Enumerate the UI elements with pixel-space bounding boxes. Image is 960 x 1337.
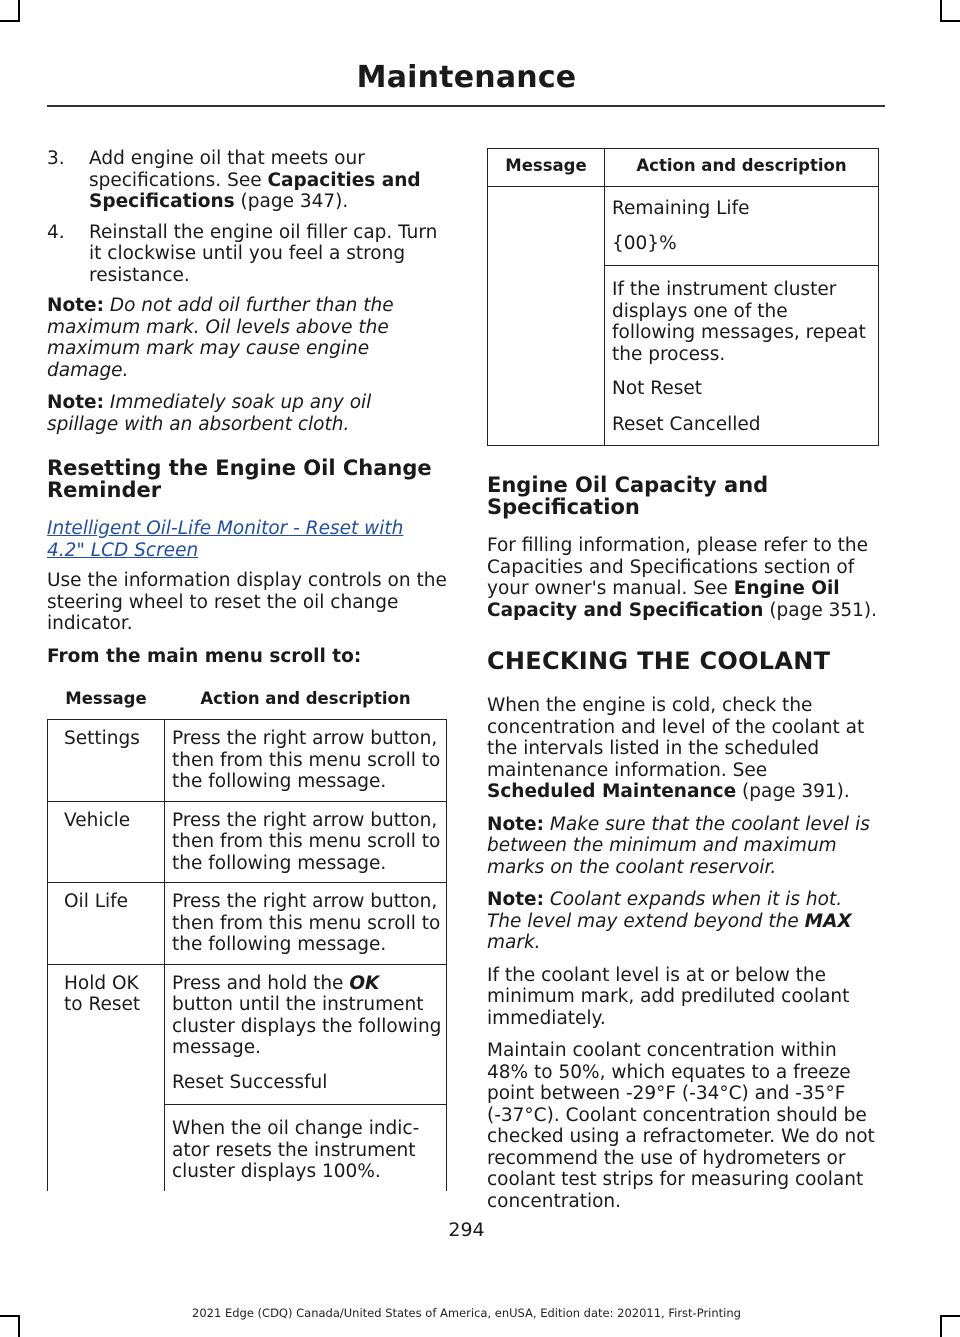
section-heading: Engine Oil Capacity and Specification: [487, 473, 769, 519]
crop-mark: [940, 0, 942, 22]
message-cell: Oil Life: [48, 883, 165, 965]
step-text: Reinstall the engine oil filler cap. Turn it clockwise until you feel a strong resistance.: [89, 221, 438, 286]
message-cell: Settings: [48, 720, 165, 802]
table-row: [48, 801, 447, 883]
crop-mark: [18, 0, 20, 22]
action-cell: Press the right arrow button, then from this menu scroll to the following message.: [165, 883, 447, 965]
sub-row: If the instrument cluster displays one of the following messages, repeat the process. Not Reset Reset Cancelled: [605, 265, 878, 435]
note: Note: Do not add oil further than the maximum mark. Oil levels above the maximum mark may cause engine damage.: [47, 295, 394, 381]
crop-mark: [0, 20, 20, 22]
ok-button-label: OK: [349, 972, 380, 994]
page-number: 294: [448, 1219, 485, 1241]
reset-steps-table: [47, 682, 447, 1191]
coolant-concentration-paragraph: Maintain coolant concentration within 48% to 50%, which equates to a freeze point between -29°F (-34°C) and -35°F (-37°C). Coolant concentration should be checked using a refractometer. We do not recommend the use of hydrometers or coolant test strips for measuring coolant concentration.: [487, 1040, 875, 1212]
display-message: Not Reset: [612, 378, 702, 399]
step-number: 4.: [47, 221, 65, 243]
table-row: [48, 720, 447, 802]
action-cell: [605, 187, 879, 446]
message-cell: Hold OK to Reset: [48, 964, 165, 1191]
step-3: [47, 148, 447, 213]
coolant-paragraph: When the engine is cold, check the concentration and level of the coolant at the intervals listed in the scheduled maintenance information. See Scheduled Maintenance (page 391).: [487, 695, 865, 802]
cross-reference[interactable]: Capacities and Specifications: [89, 169, 421, 212]
note: Note: Make sure that the coolant level is between the minimum and maximum marks on the coolant reservoir.: [487, 813, 870, 878]
table-row: [488, 187, 879, 446]
column-header-message: Message: [488, 149, 605, 187]
note: Note: Coolant expands when it is hot. The level may extend beyond the MAX mark.: [487, 889, 852, 953]
page-title: Maintenance: [356, 60, 577, 95]
display-message: Reset Cancelled: [612, 413, 761, 435]
topic-link[interactable]: Intelligent Oil-Life Monitor - Reset with 4.2" LCD Screen: [47, 518, 404, 561]
action-cell: Press the right arrow button, then from this menu scroll to the following message.: [165, 720, 447, 802]
capacity-paragraph: For filling information, please refer to the Capacities and Specifications section of your owner's manual. See Engine Oil Capacity and Specification (page 351).: [487, 535, 878, 621]
column-header-message: Message: [48, 682, 165, 720]
action-cell: Press the right arrow button, then from this menu scroll to the following message.: [165, 801, 447, 883]
table-row: [48, 883, 447, 965]
step-number: 3.: [47, 148, 65, 169]
left-column: [47, 148, 447, 1191]
display-value: {00}%: [612, 232, 677, 254]
section-heading: Resetting the Engine Oil Change Reminder: [47, 456, 432, 502]
cross-reference[interactable]: Engine Oil Capacity and Specification: [487, 578, 840, 621]
edition-footer: 2021 Edge (CDQ) Canada/United States of America, enUSA, Edition date: 202011, First-Printing: [192, 1306, 741, 1320]
reset-steps-table-continued: [487, 148, 879, 446]
chapter-heading: CHECKING THE COOLANT: [487, 647, 831, 675]
crop-mark: [940, 1315, 960, 1317]
action-cell: Press and hold the OK button until the instrument cluster displays the following message. Reset Successful When the oil change indic-ator resets the instrument cluster displays 100%.: [165, 964, 447, 1191]
cross-reference[interactable]: Scheduled Maintenance: [487, 781, 737, 802]
display-message: Reset Successful: [172, 1071, 328, 1093]
coolant-level-paragraph: If the coolant level is at or below the minimum mark, add prediluted coolant immediately.: [487, 964, 850, 1029]
table-lead: From the main menu scroll to:: [47, 645, 362, 667]
crop-mark: [940, 1315, 942, 1337]
column-header-action: Action and description: [165, 682, 447, 720]
column-header-action: Action and description: [605, 149, 879, 187]
step-4: [47, 222, 447, 287]
right-column: [487, 148, 879, 1223]
display-message: Remaining Life: [612, 198, 750, 219]
table-row: [48, 964, 447, 1191]
sub-row: When the oil change indic-ator resets the instrument cluster displays 100%.: [165, 1104, 446, 1183]
note: Note: Immediately soak up any oil spillage with an absorbent cloth.: [47, 392, 372, 435]
step-text: Add engine oil that meets our specifications. See Capacities and Specifications (page 347).: [89, 148, 421, 212]
message-cell: Vehicle: [48, 801, 165, 883]
intro-paragraph: Use the information display controls on the steering wheel to reset the oil change indicator.: [47, 570, 447, 634]
header-divider: [47, 105, 885, 107]
crop-mark: [940, 20, 960, 22]
message-cell: [488, 187, 605, 446]
